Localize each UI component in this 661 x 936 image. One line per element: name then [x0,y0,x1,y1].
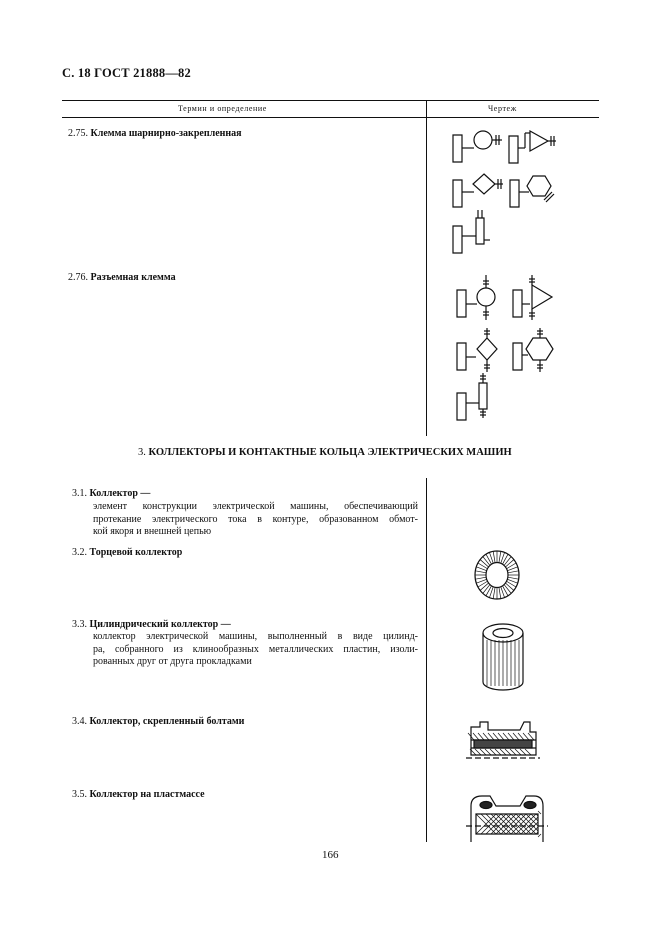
entry-term: Торцевой коллектор [89,547,183,558]
cylindrical-commutator-drawing [483,624,523,690]
definition-line: ра, собранного из клинообразных металлических пластин, изоли- [93,643,418,655]
entry-number: 3.1. [72,488,87,499]
entry-number: 3.5. [72,789,87,800]
plastic-commutator-drawing [466,796,548,842]
entry-term: Коллектор — [89,488,151,499]
entry-term: Разъемная клемма [90,272,176,283]
entry-number: 2.76. [68,272,88,283]
section-title: КОЛЛЕКТОРЫ И КОНТАКТНЫЕ КОЛЬЦА ЭЛЕКТРИЧЕСКИХ МАШИН [148,447,512,458]
entry-number: 3.3. [72,619,87,630]
section-number: 3. [138,447,146,458]
bolted-commutator-drawing [466,722,540,758]
column-header-drawing: Чертеж [488,104,517,113]
definition-line: рованных друг от друга прокладками [93,656,252,667]
page-number: 166 [322,849,339,861]
entry-term: Коллектор, скрепленный болтами [89,716,245,727]
definition-line: кой якоря и внешней цепью [93,526,212,537]
column-header-term: Термин и определение [178,104,267,113]
definition-line: элемент конструкции электрической машины, обеспечивающий [93,501,418,512]
entry-term: Цилиндрический коллектор — [89,619,231,630]
entry-term: Коллектор на пластмассе [89,789,205,800]
face-commutator-drawing [475,551,519,599]
entry-term: Клемма шарнирно-закрепленная [90,128,242,139]
page-header: С. 18 ГОСТ 21888—82 [62,66,191,80]
definition-line: протекание электрического тока в контуре, образованном обмот- [93,513,418,525]
entry-number: 3.4. [72,716,87,727]
definition-line: коллектор электрической машины, выполненный в виде цилинд- [93,631,418,642]
entry-number: 2.75. [68,128,88,139]
entry-number: 3.2. [72,547,87,558]
